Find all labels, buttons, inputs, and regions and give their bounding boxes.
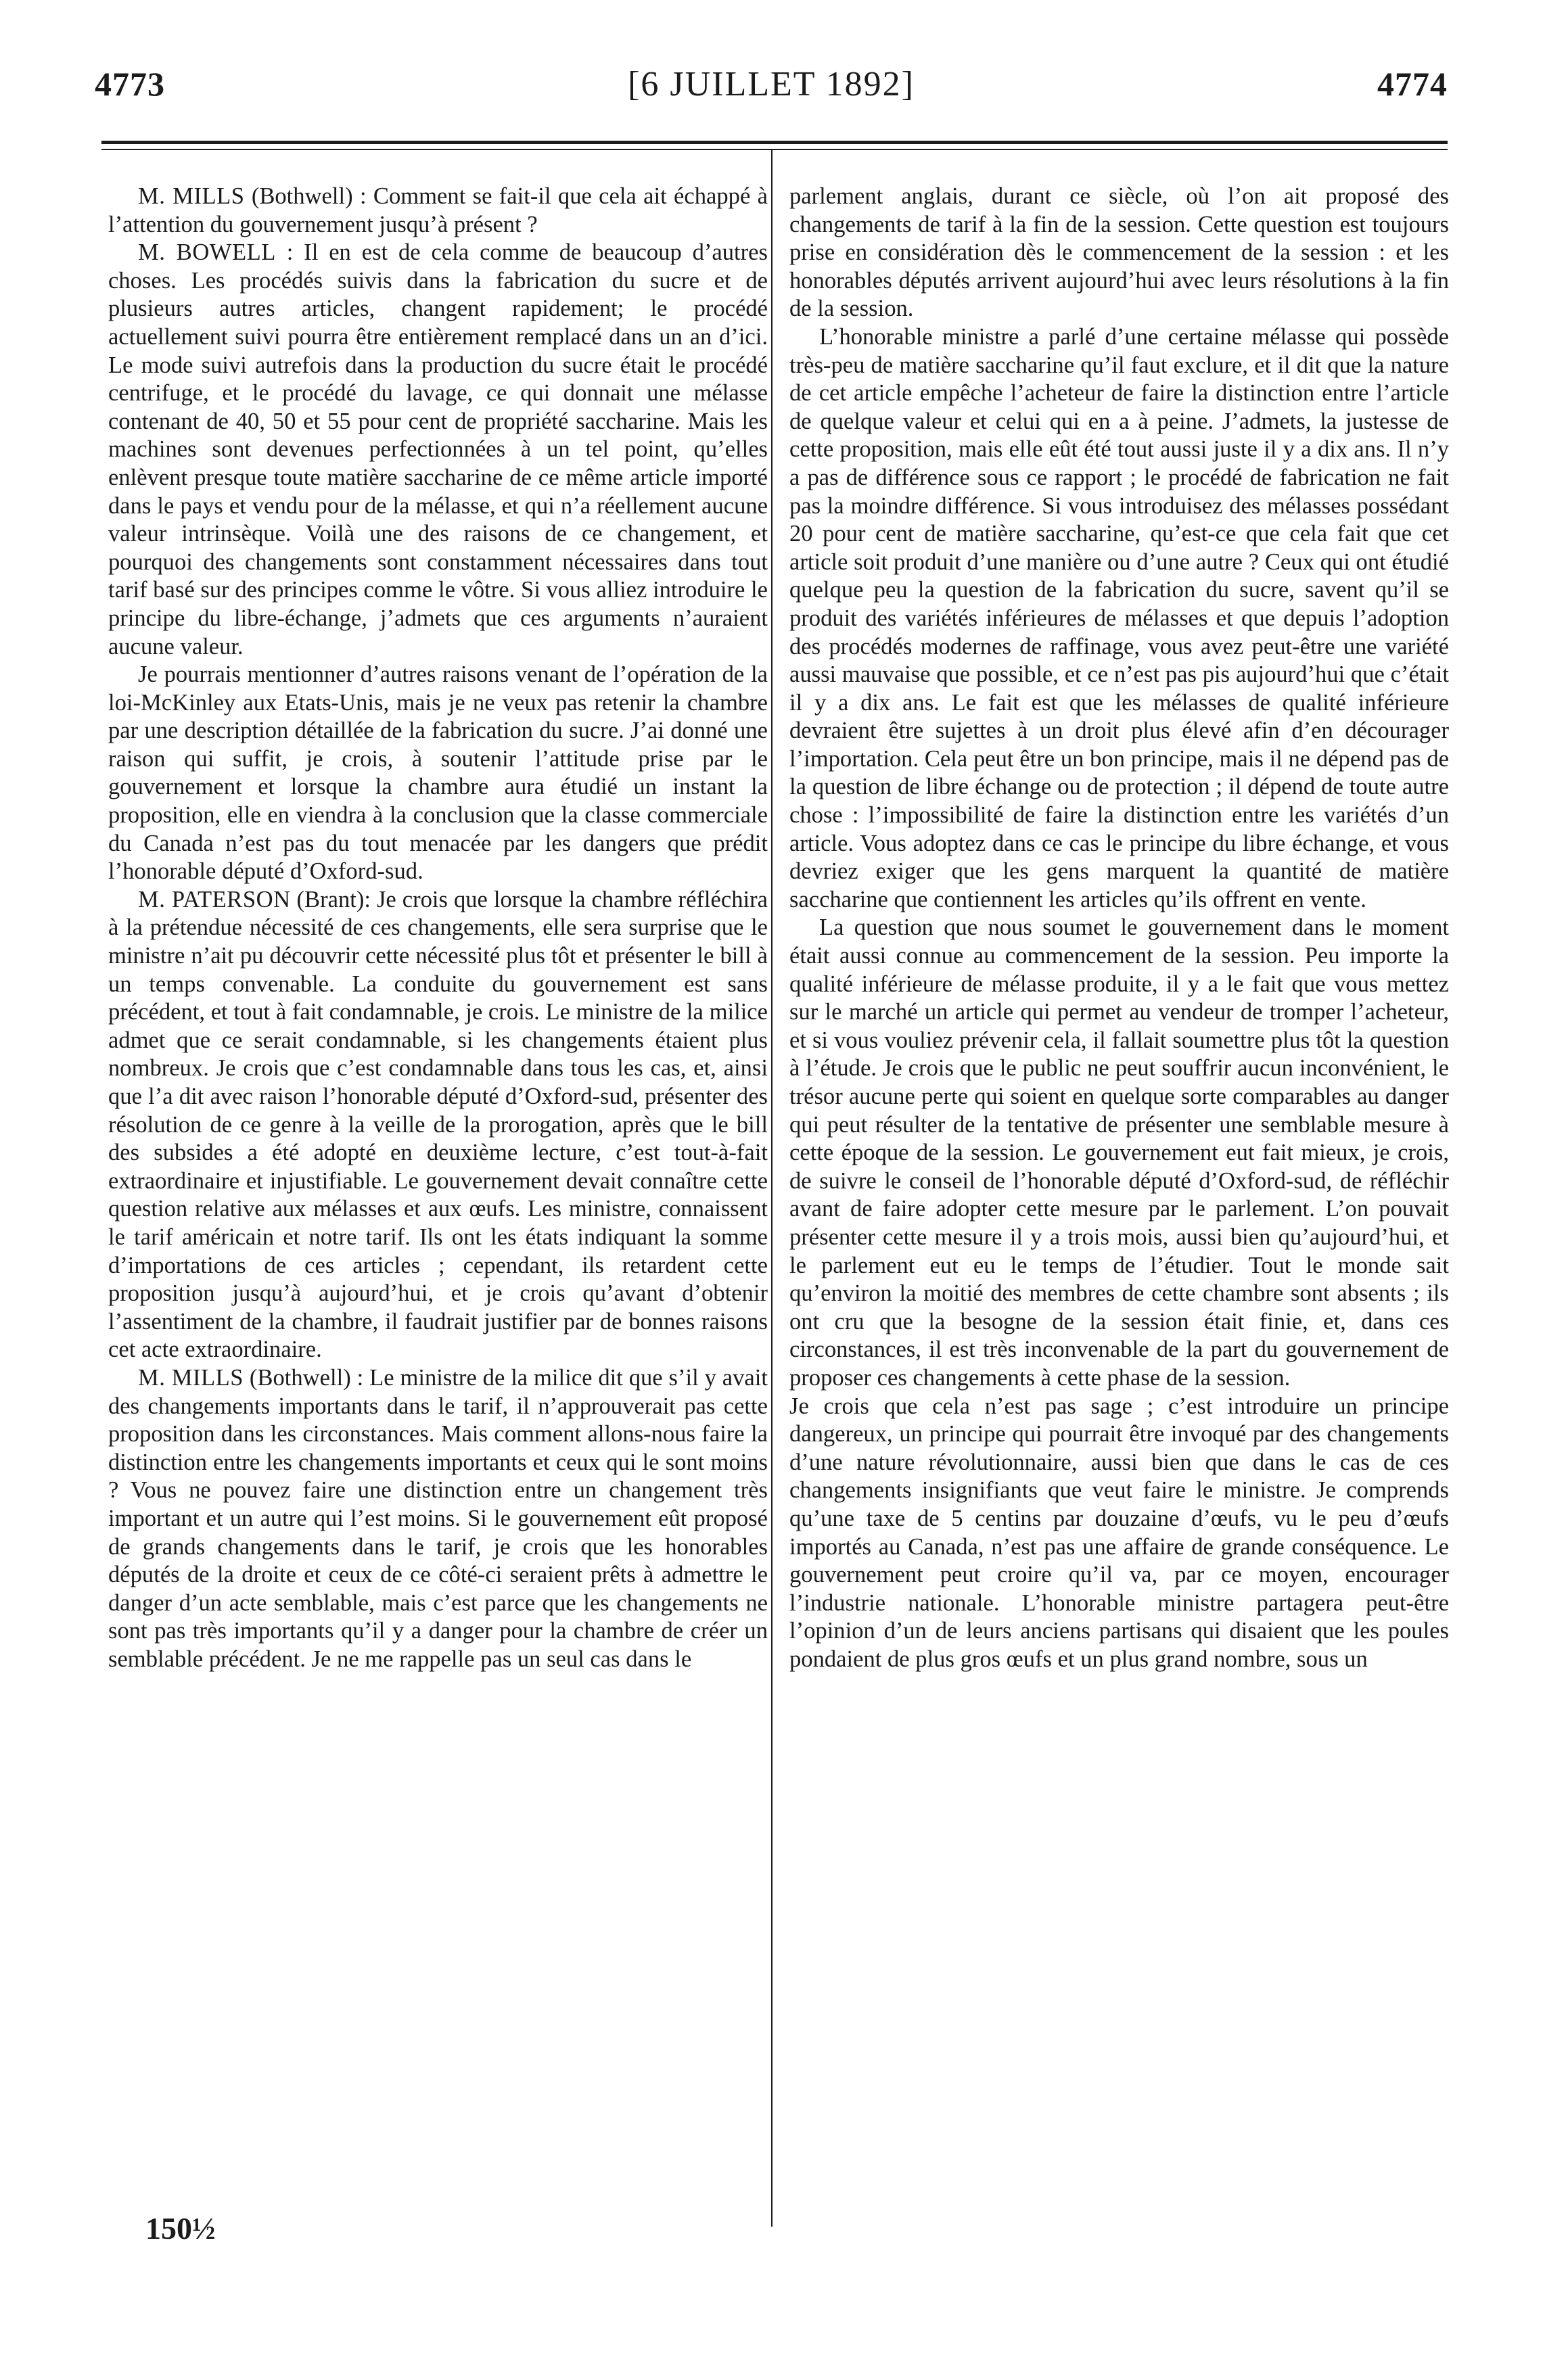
speaker-name: M. PATERSON bbox=[138, 886, 291, 912]
speaker-name: M. MILLS bbox=[138, 1364, 244, 1391]
paragraph: Je crois que cela n’est pas sage ; c’est introduire un principe dangereux, un principe qui pourrait être invoqué par des changements d’une nature révolutionnaire, aussi bien que dans le cas de ces changements insignifiants que veut faire le ministre. Je comprends qu’une taxe de 5 centins par douzaine d’œufs, vu le peu d’œufs importés au Canada, n’est pas une affaire de grande conséquence. Le gouvernement peut croire qu’il va, par ce moyen, encourager l’industrie nationale. L’honorable ministre partagera peut-être l’opinion d’un de leurs anciens partisans qui disaient que les poules pondaient de plus gros œufs et un plus grand nombre, sous un bbox=[789, 1393, 1449, 1672]
paragraph: La question que nous soumet le gouvernement dans le moment était aussi connue au commencement de la session. Peu importe la qualité inférieure de mélasse produite, il y a le fait que vous mettez sur le marché un article qui permet au vendeur de tromper l’acheteur, et si vous vouliez prévenir cela, il fallait soumettre plus tôt la question à l’étude. Je crois que le public ne peut souffrir aucun inconvénient, le trésor aucune perte qui soient en quelque sorte comparables au danger qui peut résulter de la tentative de présenter une semblable mesure à cette époque de la session. Le gouvernement eut fait mieux, je crois, de suivre le conseil de l’honorable député d’Oxford-sud, de réfléchir avant de faire adopter cette mesure par le parlement. L’on pouvait présenter cette mesure il y a trois mois, aussi bien qu’aujourd’hui, et le parlement eut eu le temps de l’étudier. Tout le monde sait qu’environ la moitié des membres de cette chambre sont absents ; ils ont cru que la besogne de la session était finie, et, dans ces circonstances, il est très inconvenable de la part du gouvernement de proposer ces changements à cette phase de la session. bbox=[789, 914, 1449, 1391]
paragraph-text: Comment se fait-il que cela ait échappé à l’attention du gouvernement jusqu’à présent ? bbox=[108, 183, 768, 237]
speaker-riding: (Brant): bbox=[296, 886, 371, 912]
left-column bbox=[108, 183, 768, 1673]
paragraph: L’honorable ministre a parlé d’une certaine mélasse qui possède très-peu de matière saccharine qu’il faut exclure, et il dit que la nature de cet article empêche l’acheteur de faire la distinction entre l’article de quelque valeur et celui qui en a à peine. J’admets, la justesse de cette proposition, mais elle eût été tout aussi juste il y a dix ans. Il n’y a pas de différence sous ce rapport ; le procédé de fabrication ne fait pas la moindre différence. Si vous introduisez des mélasses possédant 20 pour cent de matière saccharine, qu’est-ce que cela fait que cet article soit produit d’une manière ou d’une autre ? Ceux qui ont étudié quelque peu la question de la fabrication du sucre, savent qu’il se produit des variétés inférieures de mélasses et que depuis l’adoption des procédés modernes de raffinage, vous avez peut-être une variété aussi mauvaise que possible, et ce n’est pas pis aujourd’hui que c’était il y a dix ans. Le fait est que les mélasses de qualité inférieure devraient être sujettes à un droit plus élevé afin d’en décourager l’importation. Cela peut être un bon principe, mais il ne dépend pas de la question de libre échange ou de protection ; il dépend de toute autre chose : l’impossibilité de faire la distinction entre les variétés d’un article. Vous adoptez dans ce cas le principe du libre échange, et vous devriez exiger que les gens marquent la quantité de matière saccharine que contiennent les articles qu’ils offrent en vente. bbox=[789, 323, 1449, 912]
page-number-right: 4774 bbox=[1377, 65, 1448, 103]
column-divider bbox=[771, 150, 773, 2227]
speaker-name: M. MILLS bbox=[138, 183, 245, 209]
page-number-left: 4773 bbox=[95, 65, 165, 103]
speaker-riding: (Bothwell) : bbox=[249, 1364, 364, 1391]
speaker-name: M. BOWELL bbox=[138, 239, 276, 266]
paragraph bbox=[108, 1364, 768, 1674]
right-column bbox=[789, 183, 1449, 1673]
paragraph-continued: parlement anglais, durant ce siècle, où l’on ait proposé des changements de tarif à la fin de la session. Cette question est toujours prise en considération dès le commencement de la session : et les honorables députés arrivent aujourd’hui avec leurs résolutions à la fin de la session. bbox=[789, 183, 1449, 322]
page-header bbox=[95, 64, 1448, 118]
paragraph-text: Le ministre de la milice dit que s’il y avait des changements importants dans le tarif, il n’approuverait pas cette proposition dans les circonstances. Mais comment allons-nous faire la distinction entre les changements importants et ceux qui le sont moins ? Vous ne pouvez faire une distinction entre un changement très important et un autre qui l’est moins. Si le gouvernement eût proposé de grands changements dans le tarif, je crois que les honorables députés de la droite et ceux de ce côté-ci seraient prêts à admettre le danger d’un acte semblable, mais c’est parce que les changements ne sont pas très importants qu’il y a danger pour la chambre de créer un semblable précédent. Je ne me rappelle pas un seul cas dans le bbox=[108, 1364, 768, 1672]
header-rule-thick bbox=[101, 141, 1448, 144]
header-date: [6 JUILLET 1892] bbox=[628, 65, 915, 103]
header-rule-thin bbox=[101, 149, 1448, 150]
paragraph bbox=[108, 661, 768, 886]
speaker-riding: : bbox=[286, 239, 294, 266]
speaker-riding: (Bothwell) : bbox=[251, 183, 367, 209]
paragraph-text: Je pourrais mentionner d’autres raisons venant de l’opération de la loi-McKinley aux Etats-Unis, mais je ne veux pas retenir la chambre par une description détaillée de la fabrication du sucre. J’ai donné une raison qui suffit, je crois, à soutenir l’attitude prise par le gouvernement et lorsque la chambre aura étudié un instant la proposition, elle en viendra à la conclusion que la classe commerciale du Canada n’est pas du tout menacée par les dangers que prédit l’honorable député d’Oxford-sud. bbox=[108, 661, 768, 885]
paragraph-text: Il en est de cela comme de beaucoup d’autres choses. Les procédés suivis dans la fabrication du sucre et de plusieurs autres articles, changent rapidement; le procédé actuellement suivi pourra être entièrement remplacé dans un an d’ici. Le mode suivi autrefois dans la production du sucre était le procédé centrifuge, et le procédé du lavage, ce qui donnait une mélasse contenant de 40, 50 et 55 pour cent de propriété saccharine. Mais les machines sont devenues perfectionnées à un tel point, qu’elles enlèvent presque toute matière saccharine de ce même article importé dans le pays et vendu pour de la mélasse, et qui n’a réellement aucune valeur intrinsèque. Voilà une des raisons de ce changement, et pourquoi des changements sont constamment nécessaires dans tout tarif basé sur des principes comme le vôtre. Si vous alliez introduire le principe du libre-échange, j’admets que ces arguments n’auraient aucune valeur. bbox=[108, 239, 768, 659]
paragraph bbox=[108, 183, 768, 239]
signature-mark: 150½ bbox=[145, 2211, 216, 2246]
paragraph bbox=[108, 886, 768, 1364]
paragraph-text: Je crois que lorsque la chambre réfléchira à la prétendue nécessité de ces changements, elle sera surprise que le ministre n’ait pu découvrir cette nécessité plus tôt et présenter le bill à un temps convenable. La conduite du gouvernement est sans précédent, et tout à fait condamnable, je crois. Le ministre de la milice admet que ce serait condamnable, si les changements étaient plus nombreux. Je crois que c’est condamnable dans tous les cas, et, ainsi que l’a dit avec raison l’honorable député d’Oxford-sud, présenter des résolution de ce genre à la veille de la prorogation, après que le bill des subsides a été adopté en deuxième lecture, c’est tout-à-fait extraordinaire et injustifiable. Le gouvernement devait connaître cette question relative aux mélasses et aux œufs. Les ministre, connaissent le tarif américain et notre tarif. Ils ont les états indiquant la somme d’importations de ces articles ; cependant, ils retardent cette proposition jusqu’à aujourd’hui, et je crois qu’avant d’obtenir l’assentiment de la chambre, il faudrait justifier par de bonnes raisons cet acte extraordinaire. bbox=[108, 886, 768, 1363]
paragraph bbox=[108, 239, 768, 661]
